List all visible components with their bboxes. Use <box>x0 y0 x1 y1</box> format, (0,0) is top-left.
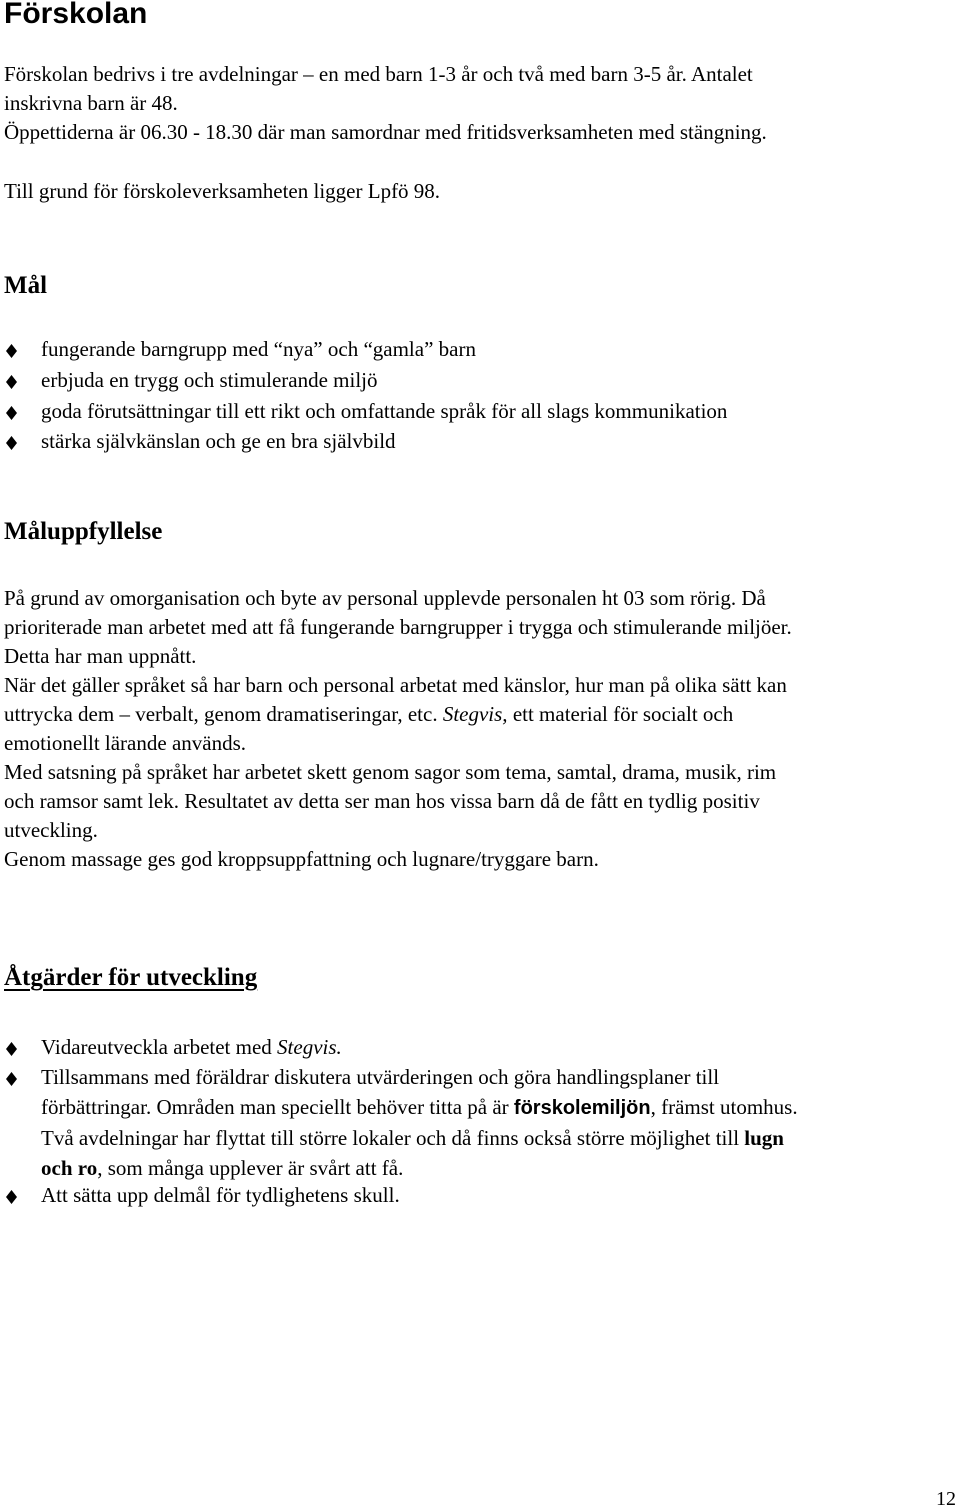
intro-line-3: Öppettiderna är 06.30 - 18.30 där man samordnar med fritidsverksamheten med stängning. <box>4 120 767 144</box>
paragraph-line <box>4 700 733 729</box>
diamond-bullet-icon <box>6 436 17 450</box>
diamond-bullet-icon <box>6 1042 17 1056</box>
list-item <box>0 1062 960 1182</box>
text-run: förbättringar. Områden man speciellt behöver titta på är <box>41 1095 514 1119</box>
text-run: ett material för socialt och <box>507 702 734 726</box>
page-title: Förskolan <box>4 0 148 30</box>
text-run: , som många upplever är svårt att få. <box>97 1156 404 1180</box>
paragraph-line: På grund av omorganisation och byte av personal upplevde personalen ht 03 som rörig. Då <box>4 586 766 610</box>
text-run: Vidareutveckla arbetet med <box>41 1035 278 1059</box>
diamond-bullet-icon <box>6 1190 17 1204</box>
list-item <box>0 1180 960 1210</box>
text-run: Två avdelningar har flyttat till större lokaler och då finns också större möjlighet till <box>41 1126 745 1150</box>
diamond-bullet-icon <box>6 344 17 358</box>
list-item-text: stärka självkänslan och ge en bra självbild <box>41 429 396 453</box>
text-run: , främst utomhus. <box>650 1095 798 1119</box>
emphasis-forskolemiljon: förskolemiljön <box>513 1097 651 1119</box>
paragraph-line: emotionellt lärande används. <box>4 731 247 755</box>
text-run: uttrycka dem – verbalt, genom dramatiseringar, etc. <box>4 702 443 726</box>
list-item-text: erbjuda en trygg och stimulerande miljö <box>41 368 378 392</box>
page-number: 12 <box>936 1488 956 1510</box>
list-item-text <box>41 1062 798 1183</box>
diamond-bullet-icon <box>6 406 17 420</box>
intro-line-2: inskrivna barn är 48. <box>4 91 178 115</box>
emphasis-och-ro: och ro <box>41 1156 98 1180</box>
paragraph-line: När det gäller språket så har barn och personal arbetat med känslor, hur man på olika sätt kan <box>4 673 787 697</box>
paragraph-line: Genom massage ges god kroppsuppfattning och lugnare/tryggare barn. <box>4 847 599 871</box>
diamond-bullet-icon <box>6 1072 17 1086</box>
list-item-text: fungerande barngrupp med “nya” och “gamla” barn <box>41 337 476 361</box>
list-item <box>0 365 960 395</box>
list-item <box>0 1032 960 1062</box>
text-line <box>41 1092 798 1123</box>
paragraph-line: och ramsor samt lek. Resultatet av detta ser man hos vissa barn då de fått en tydlig positiv <box>4 789 760 813</box>
emphasis-lugn: lugn <box>744 1126 784 1150</box>
text-line <box>41 1153 798 1183</box>
section-heading-mal: Mål <box>4 272 48 299</box>
paragraph-line: Med satsning på språket har arbetet skett genom sagor som tema, samtal, drama, musik, rim <box>4 760 777 784</box>
section-heading-maluppfyllelse: Måluppfyllelse <box>4 518 163 545</box>
stegvis-title: Stegvis, <box>442 702 508 726</box>
intro-line-4: Till grund för förskoleverksamheten ligger Lpfö 98. <box>4 179 441 203</box>
list-item-text: goda förutsättningar till ett rikt och omfattande språk för all slags kommunikation <box>41 399 728 423</box>
diamond-bullet-icon <box>6 375 17 389</box>
list-item <box>0 396 960 426</box>
paragraph-line: Detta har man uppnått. <box>4 644 197 668</box>
intro-line-1: Förskolan bedrivs i tre avdelningar – en med barn 1-3 år och två med barn 3-5 år. Antalet <box>4 62 753 86</box>
text-line: Tillsammans med föräldrar diskutera utvärderingen och göra handlingsplaner till <box>41 1065 720 1089</box>
section-heading-atgarder: Åtgärder för utveckling <box>4 964 258 991</box>
stegvis-title: Stegvis. <box>277 1035 342 1059</box>
list-item-text: Att sätta upp delmål för tydlighetens skull. <box>41 1183 400 1207</box>
paragraph-line: utveckling. <box>4 818 98 842</box>
list-item-text <box>41 1032 342 1062</box>
paragraph-line: prioriterade man arbetet med att få fungerande barngrupper i trygga och stimulerande miljöer. <box>4 615 792 639</box>
text-line <box>41 1123 798 1153</box>
list-item <box>0 426 960 456</box>
list-item <box>0 334 960 364</box>
